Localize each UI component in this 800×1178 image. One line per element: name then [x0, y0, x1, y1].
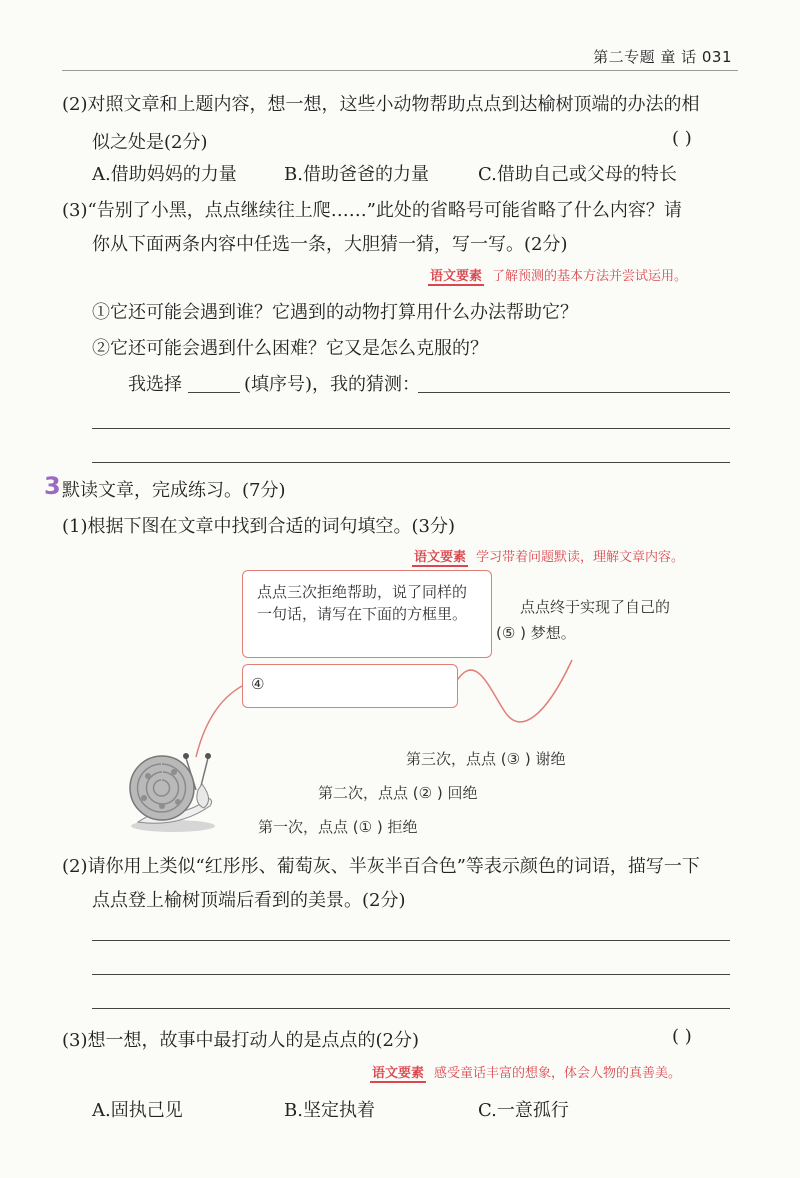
- q2-line2: 似之处是(2分): [92, 132, 208, 153]
- q3-line1: (3)“告别了小黑，点点继续往上爬……”此处的省略号可能省略了什么内容？请: [62, 200, 682, 221]
- note-box: [242, 570, 492, 658]
- q3-guess-label: (填序号)，我的猜测：: [244, 374, 421, 395]
- tag-text: 学习带着问题默读，理解文章内容。: [476, 550, 685, 565]
- shell-spot: [145, 773, 151, 779]
- shell-spot: [175, 799, 181, 805]
- third-step[interactable]: 第三次，点点 (③ ) 谢绝: [406, 750, 566, 768]
- q3-choice-2: ②它还可能会遇到什么困难？它又是怎么克服的？: [92, 338, 488, 359]
- q2-line1: (2)对照文章和上题内容，想一想，这些小动物帮助点点到达榆树顶端的办法的相: [62, 94, 700, 115]
- q2-option-c[interactable]: C.借助自己或父母的特长: [478, 164, 677, 185]
- s3-p3-text: (3)想一想，故事中最打动人的是点点的(2分): [62, 1030, 419, 1051]
- tag-text: 了解预测的基本方法并尝试运用。: [492, 269, 688, 284]
- s3-p3-element-tag: [370, 1062, 681, 1083]
- second-step[interactable]: 第二次，点点 (② ) 回绝: [318, 784, 478, 802]
- tag-label: 语文要素: [412, 546, 468, 567]
- snail-illustration: [118, 744, 218, 836]
- shell-spot: [159, 803, 165, 809]
- dream-text-b[interactable]: (⑤ ) 梦想。: [496, 624, 576, 642]
- dream-text-a: 点点终于实现了自己的: [520, 598, 671, 616]
- s3-p2-answer-line-1[interactable]: [92, 940, 730, 941]
- s3-p3-option-b[interactable]: B.坚定执着: [284, 1100, 375, 1121]
- shell-spot: [171, 769, 177, 775]
- snail-eye-left: [183, 753, 189, 759]
- q3-line2: 你从下面两条内容中任选一条，大胆猜一猜，写一写。(2分): [92, 234, 568, 255]
- s3-p2-line2: 点点登上榆树顶端后看到的美景。(2分): [92, 890, 406, 911]
- tag-label: 语文要素: [370, 1062, 426, 1083]
- box4-label: ④: [251, 675, 265, 693]
- s3-p2-line1: (2)请你用上类似“红彤彤、葡萄灰、半灰半百合色”等表示颜色的词语，描写一下: [62, 856, 700, 877]
- tag-label: 语文要素: [428, 265, 484, 286]
- s3-p1-text: (1)根据下图在文章中找到合适的词句填空。(3分): [62, 516, 455, 537]
- q2-answer-paren[interactable]: ( ): [672, 128, 692, 149]
- section-number: 3: [44, 472, 61, 500]
- answer-box-4[interactable]: [242, 664, 458, 708]
- snail-head: [197, 784, 209, 808]
- q3-choice-1: ①它还可能会遇到谁？它遇到的动物打算用什么办法帮助它？: [92, 302, 578, 323]
- shell-spot: [141, 795, 147, 801]
- q2-option-a[interactable]: A.借助妈妈的力量: [92, 164, 237, 185]
- tag-text: 感受童话丰富的想象，体会人物的真善美。: [434, 1066, 682, 1081]
- q3-choose-label: 我选择: [128, 374, 182, 395]
- note-text: 点点三次拒绝帮助，说了同样的一句话，请写在下面的方框里。: [257, 583, 468, 623]
- page-header: 第二专题 童 话 031: [593, 48, 732, 66]
- s3-p3-option-a[interactable]: A.固执己见: [92, 1100, 183, 1121]
- first-step[interactable]: 第一次，点点 (① ) 拒绝: [258, 818, 418, 836]
- connector-box-dream: [456, 660, 572, 722]
- q2-option-b[interactable]: B.借助爸爸的力量: [284, 164, 429, 185]
- s3-p2-answer-line-3[interactable]: [92, 1008, 730, 1009]
- s3-p3-answer-paren[interactable]: ( ): [672, 1026, 692, 1047]
- snail-eye-right: [205, 753, 211, 759]
- s3-p3-option-c[interactable]: C.一意孤行: [478, 1100, 569, 1121]
- section-title: 默读文章，完成练习。(7分): [62, 480, 286, 501]
- s3-p2-answer-line-2[interactable]: [92, 974, 730, 975]
- snail-shell: [130, 756, 194, 820]
